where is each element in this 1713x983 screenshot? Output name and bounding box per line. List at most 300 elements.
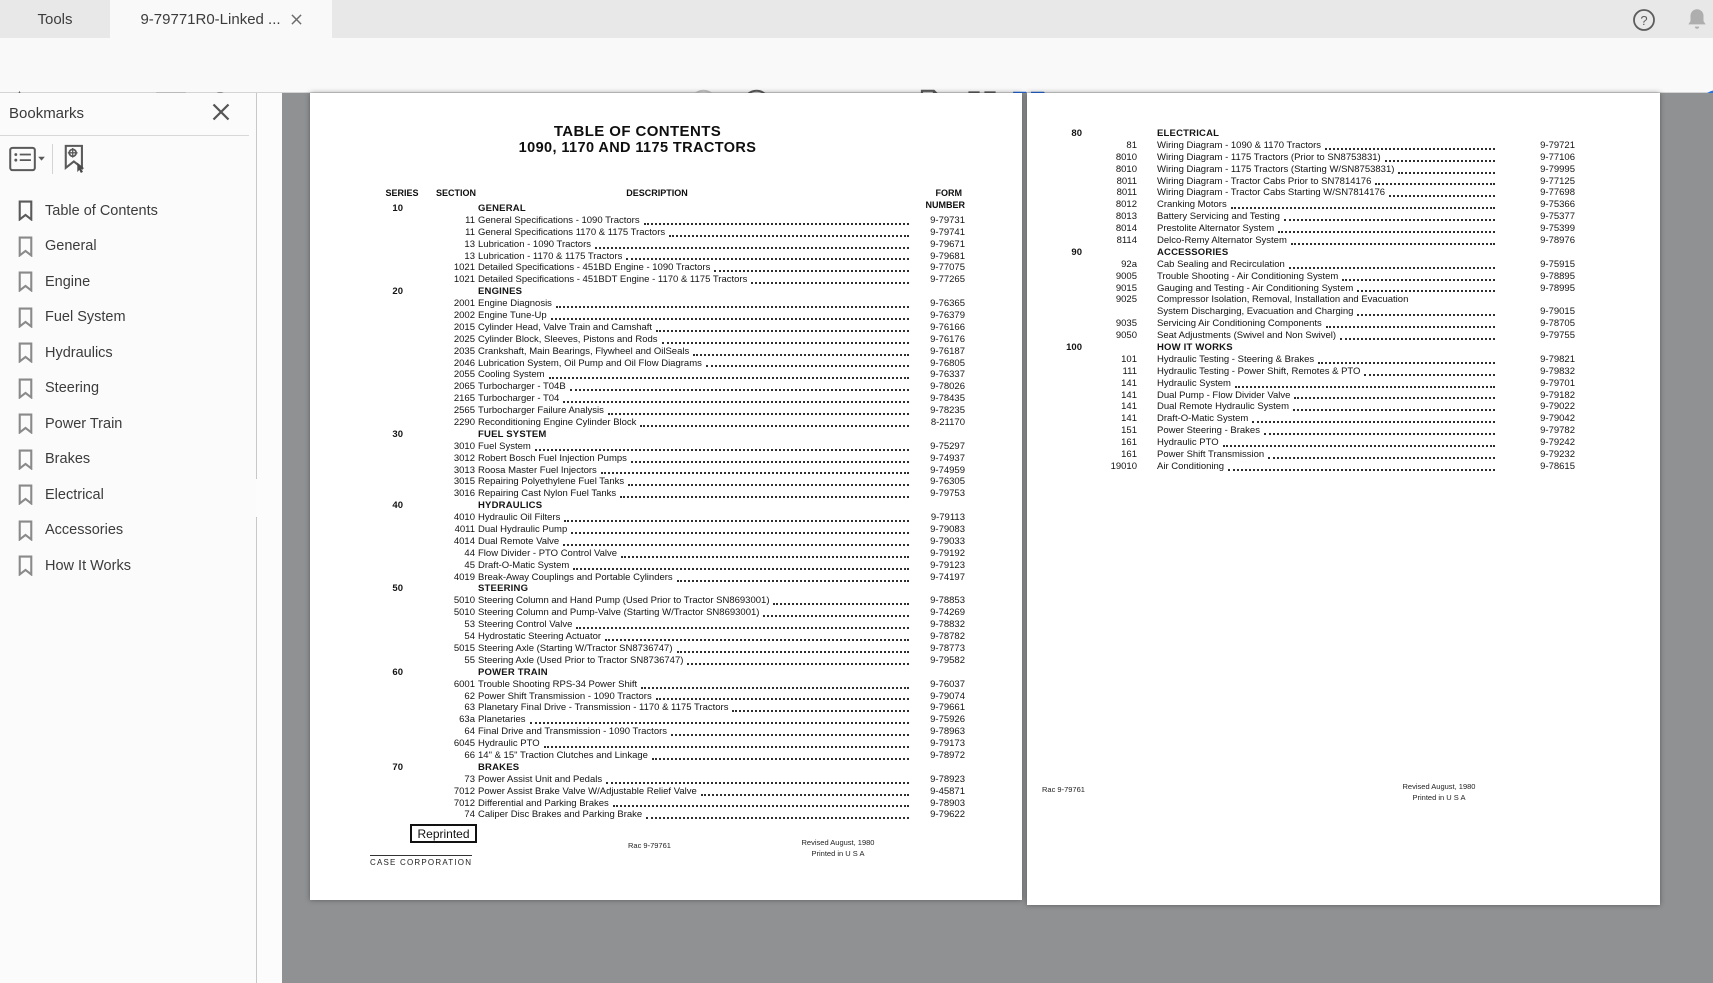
section-number: 6045 [453, 738, 475, 750]
form-number: 9-75377 [1540, 211, 1575, 223]
section-number: 9005 [1115, 270, 1137, 282]
section-number: 55 [464, 654, 475, 666]
form-number: 9-78903 [930, 797, 965, 809]
toc-entry-description: Steering Axle (Used Prior to Tractor SN8736747) [478, 654, 684, 666]
bookmark-item-power-train[interactable] [0, 406, 256, 442]
section-number: 63a [459, 714, 475, 726]
form-number: 9-79731 [930, 214, 965, 226]
toc-row [310, 369, 965, 381]
bookmark-item-engine[interactable] [0, 264, 256, 300]
toc-row [310, 393, 965, 405]
section-number: 2025 [453, 333, 475, 345]
toc-entry-description: Wiring Diagram - 1090 & 1170 Tractors [1157, 139, 1322, 151]
toc-entry-description: Steering Column and Pump-Valve (Starting W/Tractor SN8693001) [478, 607, 760, 619]
dot-leader [620, 496, 909, 498]
dot-leader [573, 568, 909, 570]
form-number: 8-21170 [930, 417, 965, 429]
toc-entry-description: Reconditioning Engine Cylinder Block [478, 417, 637, 429]
toc-row [310, 619, 965, 631]
dot-leader [1231, 207, 1495, 209]
section-number: 6001 [453, 678, 475, 690]
column-header-form: FORM [935, 188, 962, 198]
document-code: Rac 9-79761 [628, 841, 671, 850]
form-number: 9-79741 [930, 226, 965, 238]
series-number: 40 [392, 500, 403, 512]
pdf-page-2 [1027, 93, 1660, 905]
toc-entry-description: Seat Adjustments (Swivel and Non Swivel) [1157, 330, 1336, 342]
toc-row [1027, 283, 1575, 295]
toc-section-row [310, 500, 965, 512]
bookmark-label: General [45, 238, 97, 255]
toc-entry-description: Steering Column and Hand Pump (Used Prior to Tractor SN8693001) [478, 595, 770, 607]
toc-entry-description: Hydraulic PTO [1157, 437, 1219, 449]
dot-leader [564, 520, 909, 522]
bookmark-item-brakes[interactable] [0, 442, 256, 478]
section-number: 8010 [1115, 163, 1137, 175]
toc-entry-description: Cylinder Head, Valve Train and Camshaft [478, 321, 653, 333]
tab-tools-label: Tools [37, 10, 73, 28]
form-number: 9-78235 [930, 405, 965, 417]
toc-row [1027, 259, 1575, 271]
column-header-series: SERIES [385, 188, 419, 198]
bookmark-label: Table of Contents [45, 202, 158, 219]
tab-tools[interactable] [0, 0, 110, 38]
bookmark-item-accessories[interactable] [0, 513, 256, 549]
toc-row [1027, 366, 1575, 378]
toc-row [310, 750, 965, 762]
section-number: 2165 [453, 393, 475, 405]
toc-row [310, 786, 965, 798]
dot-leader [606, 782, 909, 784]
series-number: 30 [392, 428, 403, 440]
section-number: 3012 [453, 452, 475, 464]
toc-entry-description: General Specifications 1170 & 1175 Tractors [478, 226, 666, 238]
toc-row [1027, 223, 1575, 235]
section-number: 2065 [453, 381, 475, 393]
toc-row [1027, 271, 1575, 283]
toc-entry-description: Hydraulic Testing - Power Shift, Remotes & PTO [1157, 365, 1361, 377]
toc-entry-description: Flow Divider - PTO Control Valve [478, 547, 618, 559]
section-number: 54 [464, 631, 475, 643]
section-number: 3016 [453, 488, 475, 500]
section-number: 66 [464, 749, 475, 761]
printed-note: Printed in U S A [1412, 793, 1466, 802]
form-number: 9-79701 [1540, 377, 1575, 389]
section-number: 73 [464, 773, 475, 785]
toc-entry-description: Wiring Diagram - 1175 Tractors (Starting W/SN8753831) [1157, 163, 1395, 175]
dot-leader [1398, 172, 1495, 174]
section-number: 9025 [1115, 294, 1137, 306]
form-number: 9-75297 [930, 440, 965, 452]
dot-leader [551, 318, 909, 320]
toc-row [310, 655, 965, 667]
toc-entry-description: Trouble Shooting - Air Conditioning System [1157, 270, 1339, 282]
series-number: 90 [1071, 246, 1082, 258]
form-number: 9-78773 [930, 642, 965, 654]
form-number: 9-76365 [930, 298, 965, 310]
bookmark-label: Power Train [45, 415, 123, 432]
toc-entry-description: Break-Away Couplings and Portable Cylinders [478, 571, 673, 583]
form-number: 9-79113 [930, 512, 965, 524]
toc-section-row [1027, 247, 1575, 259]
form-number: 9-77265 [930, 274, 965, 286]
toc-row [1027, 140, 1575, 152]
toc-row [1027, 199, 1575, 211]
toc-row [310, 726, 965, 738]
form-number: 9-78976 [1540, 235, 1575, 246]
section-number: 141 [1121, 401, 1137, 413]
toc-row [310, 548, 965, 560]
dot-leader [601, 472, 909, 474]
section-number: 1021 [453, 262, 475, 274]
bookmark-label: Engine [45, 273, 91, 290]
section-name: ELECTRICAL [1157, 127, 1220, 139]
form-number: 9-76805 [930, 357, 965, 369]
toc-row [310, 227, 965, 239]
bookmark-item-how-it-works[interactable] [0, 548, 256, 584]
toc-row [310, 465, 965, 477]
section-number: 3015 [453, 476, 475, 488]
series-number: 70 [392, 761, 403, 773]
locate-bookmark-icon[interactable] [60, 143, 90, 173]
section-number: 8012 [1115, 199, 1137, 211]
dot-leader [677, 651, 910, 653]
toc-row [1027, 437, 1575, 449]
toc-entry-description: Power Assist Unit and Pedals [478, 773, 603, 785]
section-number: 2035 [453, 345, 475, 357]
form-number: 9-75926 [930, 714, 965, 726]
section-number: 2015 [453, 321, 475, 333]
section-number: 3013 [453, 464, 475, 476]
toc-entry-description: Dual Pump - Flow Divider Valve [1157, 389, 1291, 401]
toc-row [310, 798, 965, 810]
bookmark-label: Electrical [45, 486, 104, 503]
form-number: 9-79681 [930, 250, 965, 262]
toc-entry-description: 14" & 15" Traction Clutches and Linkage [478, 749, 648, 761]
dot-leader [1278, 231, 1495, 233]
section-name: BRAKES [478, 761, 520, 773]
section-number: 5010 [453, 607, 475, 619]
form-number: 9-77698 [1540, 187, 1575, 199]
form-number: 9-79821 [1540, 353, 1575, 365]
dot-leader [549, 377, 909, 379]
series-number: 60 [392, 666, 403, 678]
series-number: 50 [392, 583, 403, 595]
toc-entry-description: Final Drive and Transmission - 1090 Tractors [478, 726, 668, 738]
toc-entry-description: General Specifications - 1090 Tractors [478, 214, 640, 226]
dot-leader [1264, 433, 1495, 435]
toc-row [1027, 330, 1575, 342]
form-number: 9-75366 [1540, 199, 1575, 211]
toc-entry-description: Prestolite Alternator System [1157, 223, 1275, 235]
toc-row [310, 453, 965, 465]
close-icon[interactable] [211, 102, 235, 126]
toc-row [310, 251, 965, 263]
toc-entry-description: Repairing Cast Nylon Fuel Tanks [478, 488, 617, 500]
section-number: 64 [464, 726, 475, 738]
toc-entry-description: Turbocharger - T04B [478, 381, 566, 393]
column-header-number: NUMBER [925, 200, 965, 210]
dot-leader [662, 342, 909, 344]
form-number: 9-79015 [1540, 306, 1575, 318]
section-number: 8014 [1115, 223, 1137, 235]
dot-leader [1389, 195, 1495, 197]
toc-section-row [310, 667, 965, 679]
bookmarks-panel [0, 93, 257, 983]
toc-entry-description: System Discharging, Evacuation and Charging [1157, 306, 1354, 318]
dot-leader [732, 710, 909, 712]
section-number: 63 [464, 702, 475, 714]
toc-row [310, 738, 965, 750]
toc-section-row [310, 429, 965, 441]
toc-entry-description: Delco-Remy Alternator System [1157, 235, 1287, 246]
form-number: 9-79721 [1540, 139, 1575, 151]
toc-row [310, 595, 965, 607]
section-number: 4014 [453, 535, 475, 547]
toc-entry-description: Robert Bosch Fuel Injection Pumps [478, 452, 627, 464]
toc-entry-description: Caliper Disc Brakes and Parking Brake [478, 809, 643, 821]
dot-leader [640, 425, 909, 427]
section-number: 161 [1121, 449, 1137, 461]
bookmark-item-fuel-system[interactable] [0, 300, 256, 336]
toc-entry-description: Planetary Final Drive - Transmission - 1170 & 1175 Tractors [478, 702, 729, 714]
form-number: 9-76337 [930, 369, 965, 381]
toc-section-row [310, 762, 965, 774]
section-number: 4010 [453, 512, 475, 524]
toc-row [1027, 461, 1575, 473]
toc-row [310, 702, 965, 714]
page-title: TABLE OF CONTENTS [553, 123, 722, 140]
bookmark-label: How It Works [45, 557, 131, 574]
dot-leader [1268, 457, 1495, 459]
dot-leader [1364, 374, 1495, 376]
main-toolbar [0, 38, 1713, 93]
toc-section-row [1027, 342, 1575, 354]
toc-row [310, 381, 965, 393]
toc-entry-description: Lubrication - 1090 Tractors [478, 238, 592, 250]
dot-leader [563, 401, 909, 403]
bookmark-icon [17, 520, 34, 541]
form-number: 9-74937 [930, 452, 965, 464]
toc-entry-description: Wiring Diagram - Tractor Cabs Starting W/SN7814176 [1157, 187, 1386, 199]
section-number: 4011 [454, 524, 475, 536]
section-number: 4019 [453, 571, 475, 583]
toc-row [310, 643, 965, 655]
bookmark-icon [17, 236, 34, 257]
toc-row [1027, 378, 1575, 390]
document-code: Rac 9-79761 [1042, 785, 1085, 794]
toc-row [310, 679, 965, 691]
printed-note: Printed in U S A [811, 849, 865, 858]
form-number: 9-79083 [930, 524, 965, 536]
toc-row [310, 346, 965, 358]
toc-entry-description: Turbocharger Failure Analysis [478, 405, 604, 417]
toc-row [310, 488, 965, 500]
toc-entry-description: Hydraulic Testing - Steering & Brakes [1157, 353, 1315, 365]
toc-entry-description: Engine Diagnosis [478, 298, 552, 310]
section-number: 141 [1121, 377, 1137, 389]
dot-leader [763, 615, 909, 617]
dot-leader [714, 270, 909, 272]
toc-entry-description: Turbocharger - T04 [478, 393, 560, 405]
series-number: 80 [1071, 127, 1082, 139]
dot-leader [1228, 469, 1495, 471]
toc-entry-description: Power Shift Transmission - 1090 Tractors [478, 690, 652, 702]
form-number: 9-78026 [930, 381, 965, 393]
series-number: 20 [392, 286, 403, 298]
section-number: 2001 [453, 298, 475, 310]
dot-leader [570, 389, 909, 391]
form-number: 9-79242 [1540, 437, 1575, 449]
section-number: 2290 [453, 417, 475, 429]
dot-leader [706, 365, 909, 367]
toc-entry-description: Hydraulic Oil Filters [478, 512, 561, 524]
revision-note [778, 837, 898, 859]
section-number: 5015 [453, 642, 475, 654]
bell-icon[interactable] [1684, 6, 1710, 32]
dot-leader [1325, 148, 1495, 150]
page-subtitle: 1090, 1170 AND 1175 TRACTORS [518, 140, 757, 156]
toc-row [310, 536, 965, 548]
toc-entry-description: Detailed Specifications - 451BDT Engine - 1170 & 1175 Tractors [478, 274, 748, 286]
bookmark-icon [17, 271, 34, 292]
toc-row [1027, 294, 1575, 306]
toc-row [1027, 401, 1575, 413]
revision-note [1379, 781, 1499, 803]
section-name: HOW IT WORKS [1157, 342, 1233, 354]
toc-row [310, 322, 965, 334]
toc-row [310, 476, 965, 488]
form-number: 9-79042 [1540, 413, 1575, 425]
dot-leader [1294, 397, 1495, 399]
toc-section-row [310, 286, 965, 298]
dot-leader [1357, 290, 1495, 292]
bookmark-item-table-of-contents[interactable] [0, 193, 256, 229]
section-number: 151 [1121, 425, 1137, 437]
form-number: 9-76176 [930, 333, 965, 345]
bookmark-label: Steering [45, 380, 100, 397]
form-number: 9-79661 [930, 702, 965, 714]
bookmark-item-steering[interactable] [0, 371, 256, 407]
form-number: 9-79782 [1540, 425, 1575, 437]
section-number: 81 [1126, 139, 1137, 151]
section-number: 1021 [453, 274, 475, 286]
section-number: 11 [465, 214, 475, 226]
toc-entry-description: Hydrostatic Steering Actuator [478, 631, 602, 643]
toc-entry-description: Cooling System [478, 369, 545, 381]
section-number: 161 [1121, 437, 1137, 449]
toc-entry-description: Power Shift Transmission [1157, 449, 1265, 461]
form-number: 9-76379 [930, 310, 965, 321]
bookmark-item-general[interactable] [0, 229, 256, 265]
dot-leader [1342, 279, 1495, 281]
form-number: 9-75399 [1540, 223, 1575, 235]
dot-leader [1340, 338, 1495, 340]
help-icon[interactable] [1631, 7, 1657, 33]
form-number: 9-78923 [930, 773, 965, 785]
dot-leader [1375, 183, 1495, 185]
toc-entry-description: Engine Tune-Up [478, 310, 547, 321]
tab-bar [0, 0, 1713, 38]
toc-row [1027, 390, 1575, 402]
toc-entry-description: Power Assist Brake Valve W/Adjustable Relief Valve [478, 785, 697, 797]
dot-leader [701, 794, 909, 796]
toc-row [310, 310, 965, 322]
toc-entry-description: Servicing Air Conditioning Components [1157, 318, 1322, 330]
section-number: 7012 [453, 785, 475, 797]
section-number: 74 [464, 809, 475, 821]
dot-leader [1235, 386, 1495, 388]
section-number: 7012 [453, 797, 475, 809]
toc-entry-description: Air Conditioning [1157, 460, 1225, 472]
dot-leader [693, 354, 909, 356]
form-number: 9-76187 [930, 345, 965, 357]
form-number: 9-76166 [930, 321, 965, 333]
bookmark-options-icon[interactable] [8, 145, 46, 173]
toc-row [1027, 211, 1575, 223]
form-number: 9-79232 [1540, 449, 1575, 461]
form-number: 9-78782 [930, 631, 965, 643]
toc-row [310, 417, 965, 429]
toc-row [310, 215, 965, 227]
toc-entry-description: Dual Remote Hydraulic System [1157, 401, 1289, 413]
section-number: 111 [1122, 365, 1137, 377]
bookmark-item-hydraulics[interactable] [0, 335, 256, 371]
section-number: 8114 [1116, 235, 1137, 246]
dot-leader [1289, 267, 1495, 269]
bookmark-item-electrical[interactable] [0, 477, 256, 513]
section-number: 2046 [453, 357, 475, 369]
section-number: 8010 [1115, 151, 1137, 163]
form-number: 9-74269 [930, 607, 965, 619]
form-number: 9-79671 [930, 238, 965, 250]
form-number: 9-79173 [930, 738, 965, 750]
bookmark-icon [17, 555, 34, 576]
form-number: 9-79622 [930, 809, 965, 821]
toc-entry-description: Crankshaft, Main Bearings, Flywheel and OilSeals [478, 345, 690, 357]
section-number: 11 [465, 226, 475, 238]
column-header-section: SECTION [435, 188, 476, 198]
toc-entry-description: Detailed Specifications - 451BD Engine - 1090 Tractors [478, 262, 711, 274]
revision-date: Revised August, 1980 [1402, 782, 1476, 791]
toc-row [310, 524, 965, 536]
form-number: 9-78435 [930, 393, 965, 405]
form-number: 9-79995 [1540, 163, 1575, 175]
toc-row [310, 298, 965, 310]
dot-leader [626, 258, 909, 260]
bookmark-label: Hydraulics [45, 344, 113, 361]
toc-row [1027, 318, 1575, 330]
toc-row [310, 714, 965, 726]
dot-leader [576, 627, 909, 629]
form-number: 9-78972 [930, 749, 965, 761]
bookmark-label: Accessories [45, 522, 124, 539]
dot-leader [1293, 409, 1495, 411]
form-number: 9-79582 [930, 654, 965, 666]
tab-document[interactable] [110, 0, 332, 38]
dot-leader [595, 247, 909, 249]
toc-entry-description: Differential and Parking Brakes [478, 797, 609, 809]
section-number: 101 [1121, 353, 1137, 365]
dot-leader [613, 805, 909, 807]
section-number: 44 [464, 547, 475, 559]
section-name: ENGINES [478, 286, 523, 298]
toc-entry-description: Dual Hydraulic Pump [478, 524, 568, 536]
close-icon[interactable] [291, 14, 302, 25]
toc-row [1027, 425, 1575, 437]
bookmarks-toolbar [0, 136, 257, 182]
section-number: 141 [1121, 413, 1137, 425]
